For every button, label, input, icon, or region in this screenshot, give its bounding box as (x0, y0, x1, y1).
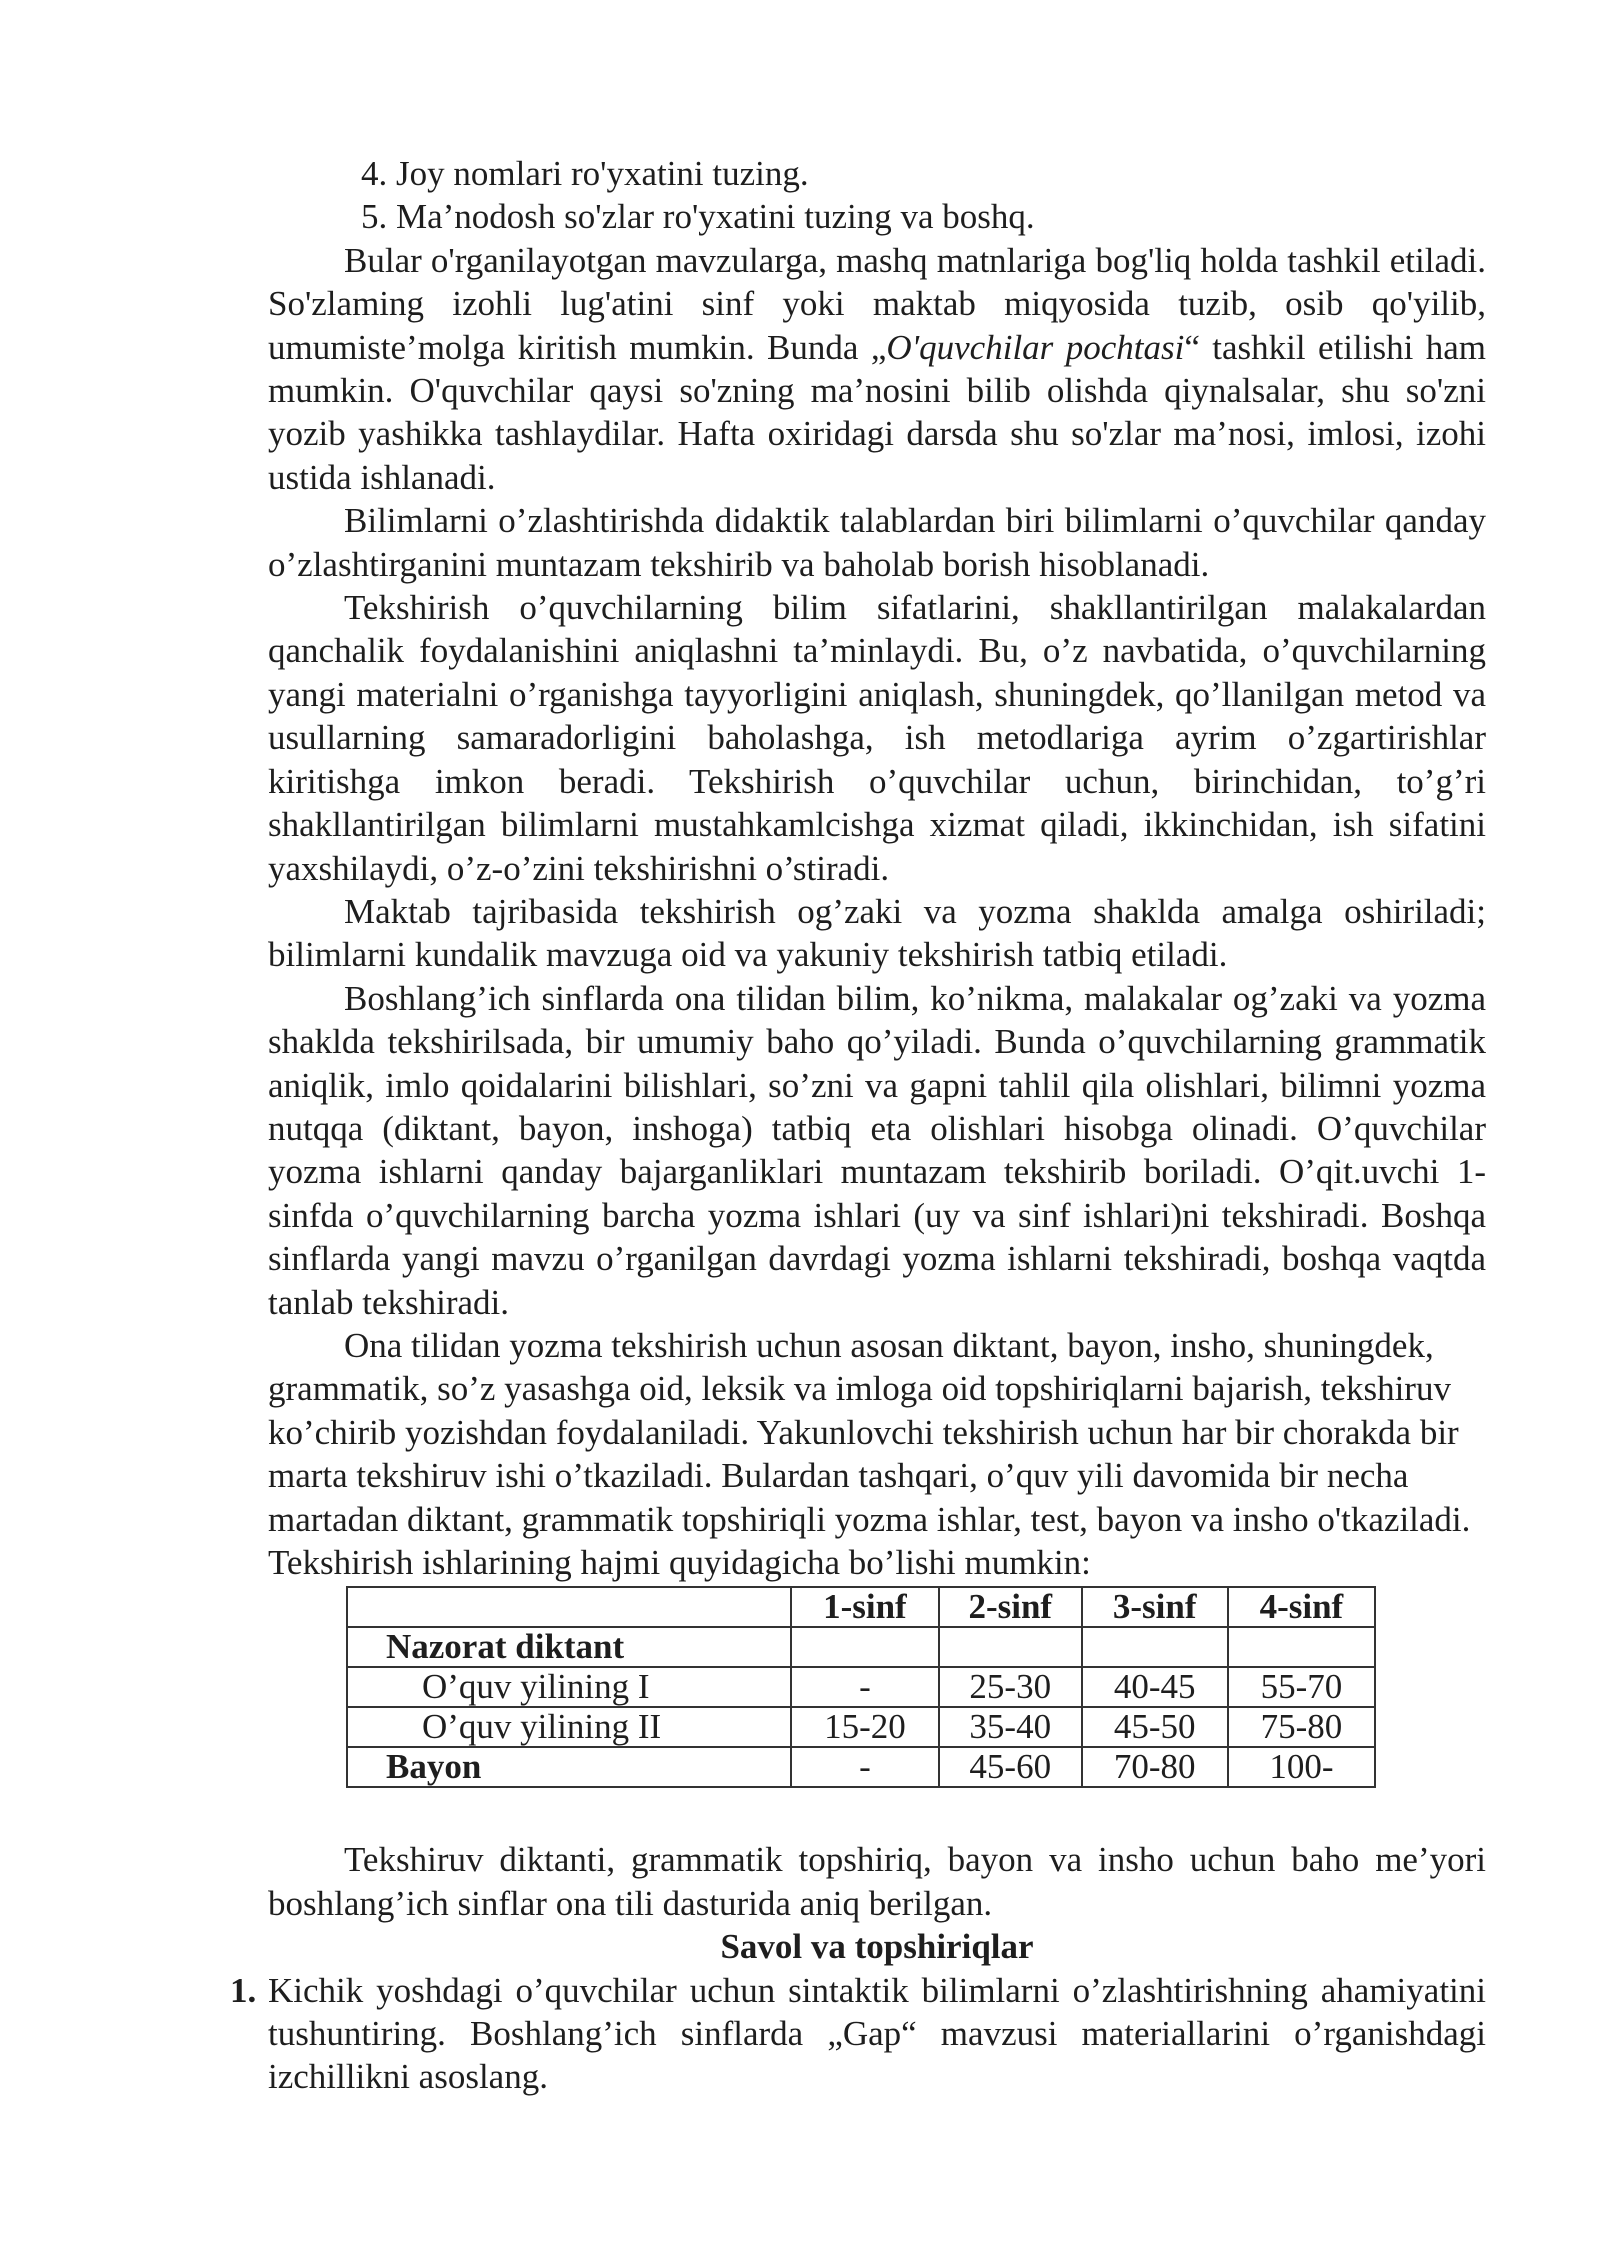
table-cell: 45-50 (1082, 1707, 1228, 1747)
table-cell: 35-40 (939, 1707, 1082, 1747)
task-number: 1. (230, 1970, 257, 2010)
table-cell (939, 1627, 1082, 1667)
table-cell (1228, 1627, 1375, 1667)
paragraph: Ona tilidan yozma tekshirish uchun asosan diktant, bayon, insho, shuningdek, grammatik, so’z yasashga oid, leksik va imloga oid topshiriqlarni bajarish, tekshiruv ko’chirib yozishdan foydalaniladi. Yakunlovchi tekshirish uchun har bir chorakda bir marta tekshiruv ishi o’tkaziladi. Bulardan tashqari, o’quv yili davomida bir necha martadan diktant, grammatik topshiriqli yozma ishlar, test, bayon va insho o'tkaziladi. Tekshirish ishlarining hajmi quyidagicha bo’lishi mumkin: (268, 1325, 1471, 1582)
paragraph: Tekshiruv diktanti, grammatik topshiriq, bayon va insho uchun baho me’yori boshlang’ich sinflar ona tili dasturida aniq berilgan. (268, 1840, 1486, 1923)
paragraph: Tekshirish o’quvchilarning bilim sifatlarini, shakllantirilgan malakalardan qanchalik foydalanishini aniqlashni ta’minlaydi. Bu, o’z navbatida, o’quvchilarning yangi materialni o’rganishga tayyorligini aniqlash, shuningdek, qo’llanilgan metod va usullarning samaradorligini baholashga, ish metodlariga ayrim o’zgartirishlar kiritishga imkon beradi. Tekshirish o’quvchilar uchun, birinchidan, to’g’ri shakllantirilgan bilimlarni mustahkamlcishga xizmat qiladi, ikkinchidan, ish sifatini yaxshilaydi, o’z-o’zini tekshirishni o’stiradi. (268, 588, 1486, 888)
paragraph: Maktab tajribasida tekshirish og’zaki va yozma shaklda amalga oshiriladi; bilimlarni kundalik mavzuga oid va yakuniy tekshirish tatbiq etiladi. (268, 891, 1486, 975)
table-cell: 25-30 (939, 1667, 1082, 1707)
table-row (347, 1747, 1375, 1787)
table-cell: 55-70 (1228, 1667, 1375, 1707)
table-row-label: Nazorat diktant (347, 1627, 791, 1667)
document-page (230, 152, 1486, 2099)
list-item: 5. Ma’nodosh so'zlar ro'yxatini tuzing va boshq. (361, 197, 1035, 237)
table-header-cell: 3-sinf (1082, 1587, 1228, 1627)
section-heading: Savol va topshiriqlar (720, 1927, 1034, 1967)
table-cell: - (791, 1667, 939, 1707)
table-header-cell: 4-sinf (1228, 1587, 1375, 1627)
task-text: Kichik yoshdagi o’quvchilar uchun sintaktik bilimlarni o’zlashtirishning ahamiyatini tushuntiring. Boshlang’ich sinflarda „Gap“ mavzusi materiallarini o’rganishdagi izchillikni asoslang. (268, 1970, 1486, 2097)
table-row (347, 1627, 1375, 1667)
paragraph-text: “ tashkil etilishi ham mumkin. O'quvchilar qaysi so'zning ma’nosini bilib olishda qiynalsalar, shu so'zni yozib yashikka tashlaydilar. Hafta oxiridagi darsda shu so'zlar ma’nosi, imlosi, izohi ustida ishlanadi. (268, 327, 1486, 497)
table-header-cell (347, 1587, 791, 1627)
table-header-cell: 1-sinf (791, 1587, 939, 1627)
table-row-label: Bayon (347, 1747, 791, 1787)
paragraph: Bilimlarni o’zlashtirishda didaktik talablardan biri bilimlarni o’quvchilar qanday o’zlashtirganini muntazam tekshirib va baholab borish hisoblanadi. (268, 501, 1486, 584)
table-cell: 100- (1228, 1747, 1375, 1787)
table-header-cell: 2-sinf (939, 1587, 1082, 1627)
table-cell (791, 1627, 939, 1667)
volume-table (346, 1586, 1376, 1788)
table-cell: 40-45 (1082, 1667, 1228, 1707)
italic-term: O'quvchilar pochtasi (886, 327, 1185, 367)
spacer (268, 1788, 1486, 1838)
table-cell: - (791, 1747, 939, 1787)
table-cell: 70-80 (1082, 1747, 1228, 1787)
paragraph: Boshlang’ich sinflarda ona tilidan bilim, ko’nikma, malakalar og’zaki va yozma shaklda tekshirilsada, bir umumiy baho qo’yiladi. Bunda o’quvchilarning grammatik aniqlik, imlo qoidalarini bilishlari, so’zni va gapni tahlil qila olishlari, bilimni yozma nutqqa (diktant, bayon, inshoga) tatbiq eta olishlari hisobga olinadi. O’quvchilar yozma ishlarni qanday bajarganliklari muntazam tekshirib boriladi. O’qit.uvchi 1-sinfda o’quvchilarning barcha yozma ishlari (uy va sinf ishlari)ni tekshiradi. Boshqa sinflarda yangi mavzu o’rganilgan davrdagi yozma ishlarni tekshiradi, boshqa vaqtda tanlab tekshiradi. (268, 978, 1486, 1322)
task-item (230, 1969, 1486, 2099)
table-header-row (347, 1587, 1375, 1627)
paragraph-text: Bular o'rganilayotgan mavzularga, mashq matnlariga bog'liq holda tashkil etiladi. So'zlaming izohli lug'atini sinf yoki maktab miqyosida tuzib, osib qo'yilib, umumiste’molga kiritish mumkin. Bunda „ (268, 240, 1486, 367)
table-row (347, 1667, 1375, 1707)
table-cell: 45-60 (939, 1747, 1082, 1787)
paragraph-bular (268, 239, 1486, 499)
table-cell (1082, 1627, 1228, 1667)
list-item: 4. Joy nomlari ro'yxatini tuzing. (361, 154, 809, 193)
table-row (347, 1707, 1375, 1747)
table-row-label: O’quv yilining II (347, 1707, 791, 1747)
table-row-label: O’quv yilining I (347, 1667, 791, 1707)
table-cell: 15-20 (791, 1707, 939, 1747)
table-cell: 75-80 (1228, 1707, 1375, 1747)
